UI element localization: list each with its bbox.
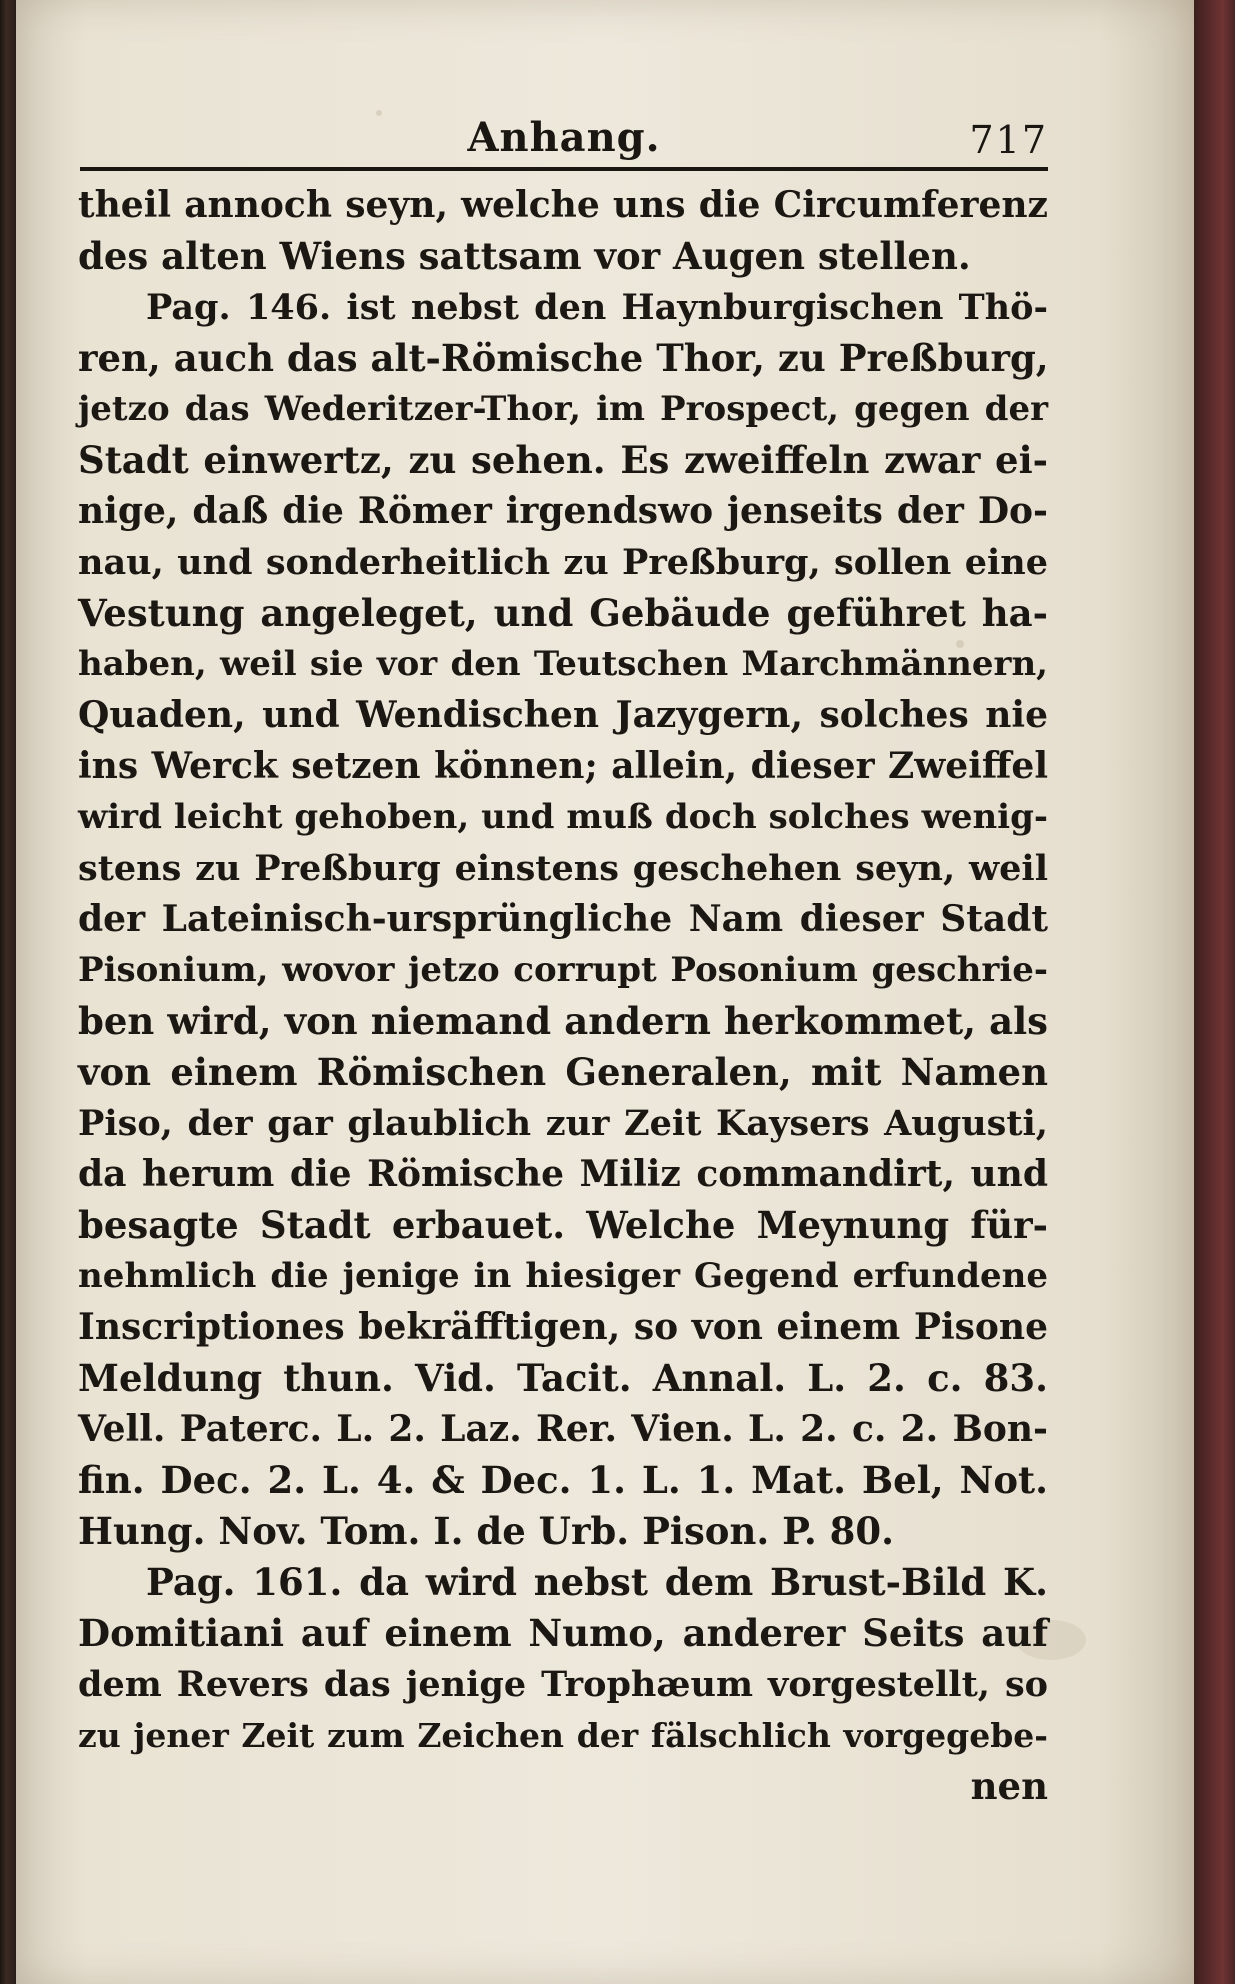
text-line: Vestung angeleget, und Gebäude geführet ha- (78, 591, 1048, 635)
text-line: Meldung thun. Vid. Tacit. Annal. L. 2. c. 83. (78, 1356, 1048, 1400)
body-text (78, 180, 1048, 1812)
text-line: Stadt einwertz, zu sehen. Es zweiffeln zwar ei- (78, 438, 1048, 482)
text-line: ins Werck setzen können; allein, dieser Zweiffel (78, 745, 1048, 787)
text-line: besagte Stadt erbauet. Welche Meynung für- (78, 1203, 1048, 1247)
page-header (80, 108, 1048, 168)
page-number: 717 (969, 118, 1048, 162)
text-line: Piso, der gar glaublich zur Zeit Kaysers Augusti, (78, 1103, 1048, 1144)
running-title: Anhang. (467, 114, 661, 161)
text-line: nau, und sonderheitlich zu Preßburg, sollen eine (78, 542, 1048, 583)
text-line: Pisonium, wovor jetzo corrupt Posonium geschrie- (78, 950, 1048, 990)
header-rule (80, 167, 1048, 171)
text-line: nehmlich die jenige in hiesiger Gegend erfundene (78, 1256, 1048, 1296)
text-line: Quaden, und Wendischen Jazygern, solches nie (78, 694, 1048, 736)
text-line: ren, auch das alt-Römische Thor, zu Preßburg, (78, 336, 1049, 380)
text-line: der Lateinisch-ursprüngliche Nam dieser Stadt (78, 898, 1048, 940)
text-line: Pag. 161. da wird nebst dem Brust-Bild K. (146, 1560, 1048, 1604)
text-line: fin. Dec. 2. L. 4. & Dec. 1. L. 1. Mat. Bel, Not. (78, 1458, 1048, 1502)
text-line: ben wird, von niemand andern herkommet, als (78, 999, 1048, 1043)
text-line: da herum die Römische Miliz commandirt, und (78, 1153, 1048, 1195)
text-line: von einem Römischen Generalen, mit Namen (78, 1050, 1048, 1094)
text-line: Domitiani auf einem Numo, anderer Seits auf (78, 1611, 1048, 1655)
text-line: des alten Wiens sattsam vor Augen stellen. (78, 234, 971, 278)
text-line: wird leicht gehoben, und muß doch solches wenig- (78, 797, 1048, 837)
text-line: Hung. Nov. Tom. I. de Urb. Pison. P. 80. (78, 1509, 894, 1553)
text-line: Pag. 146. ist nebst den Haynburgischen Thö- (146, 287, 1048, 328)
text-line: jetzo das Wederitzer-Thor, im Prospect, gegen der (78, 389, 1048, 429)
catchword: nen (970, 1764, 1048, 1808)
text-line: theil annoch seyn, welche uns die Circumferenz (78, 184, 1048, 226)
text-line: nige, daß die Römer irgendswo jenseits der Do- (78, 490, 1048, 532)
text-line: Vell. Paterc. L. 2. Laz. Rer. Vien. L. 2. c. 2. Bon- (78, 1408, 1048, 1450)
text-line: stens zu Preßburg einstens geschehen seyn, weil (78, 848, 1048, 889)
text-line: haben, weil sie vor den Teutschen Marchmännern, (78, 644, 1048, 684)
text-line: Inscriptiones bekräfftigen, so von einem Pisone (78, 1306, 1048, 1348)
text-line: zu jener Zeit zum Zeichen der fälschlich vorgegebe- (78, 1716, 1048, 1755)
text-line: dem Revers das jenige Trophæum vorgestellt, so (78, 1664, 1048, 1705)
book-cover-edge (1194, 0, 1235, 1984)
